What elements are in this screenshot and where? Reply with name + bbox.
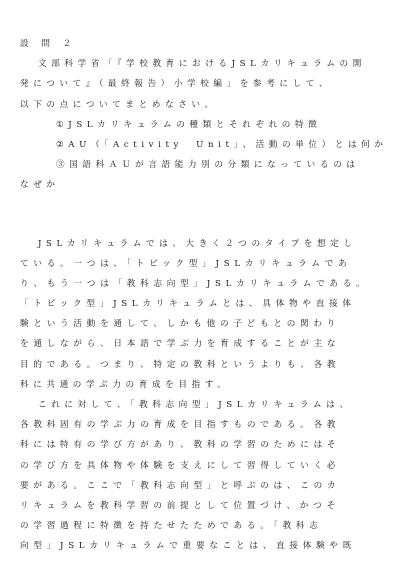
question-heading: 設 問 ２ [20, 39, 77, 49]
section-gap [20, 196, 394, 234]
answer-line: 向型」JSLカリキュラムで重要なことは、直接体験や既 [20, 541, 357, 552]
answer-line: リキュラムを教科学習の前提として位置づけ、かつそ [20, 500, 340, 511]
answer-line: の学習過程に特徴を持たせたためである。「教科志 [20, 521, 323, 532]
answer-line: り、もう一つは「教科志向型」JSLカリキュラムである。 [20, 278, 370, 289]
answer-line: これに対して、「教科志向型」JSLカリキュラムは、 [38, 400, 353, 410]
answer-line: 「トピック型」JSLカリキュラムとは、具体物や直接体 [20, 299, 356, 310]
question-item-continuation: なぜか [20, 180, 60, 191]
answer-line: 各教科固有の学ぶ力の育成を目指すものである。各教 [20, 420, 341, 431]
answer-line: 科には特有の学び方があり、教科の学習のためにはそ [20, 440, 341, 451]
answer-line: を通しながら、日本語で学ぶ力を育成することが主な [20, 339, 341, 350]
answer-line: の学び方を具体物や体験を支えにして習得していく必 [20, 460, 341, 471]
question-item: ②AU（「Activity Unit」、活動の単位）とは何か [56, 139, 388, 150]
answer-line: 目的である。つまり、特定の教科というよりも、各教 [20, 359, 341, 370]
question-line: 発について』（最終報告）小学校編」を参考にして、 [20, 79, 333, 90]
answer-line: 要がある。ここで「教科志向型」と呼ぶのは、このカ [20, 480, 341, 491]
question-line: 文部科学省「『学校教育におけるJSLカリキュラムの開 [38, 59, 366, 70]
question-item: ①JSLカリキュラムの種類とそれぞれの特徴 [56, 119, 322, 130]
answer-line: 科に共通の学ぶ力の育成を目指す。 [20, 379, 231, 390]
answer-line: 験という活動を通して、しかも他の子どもとの関わり [20, 319, 341, 330]
question-item: ③国語科ＡＵが言語能力別の分類になっているのは [56, 160, 360, 171]
question-line: 以下の点についてまとめなさい。 [20, 99, 218, 110]
answer-line: ている。一つは、「トピック型」JSLカリキュラムであ [20, 258, 352, 269]
answer-line: JSLカリキュラムでは、大きく２つのタイプを想定し [38, 238, 357, 249]
